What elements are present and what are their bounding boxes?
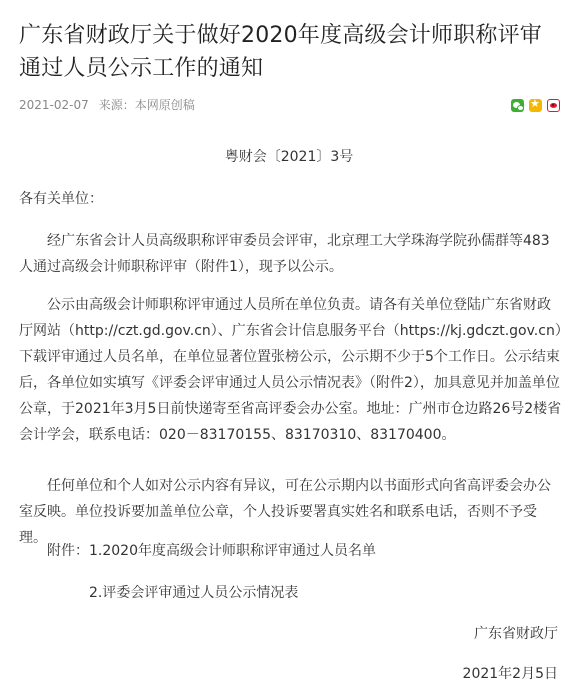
- paragraph-2: 公示由高级会计师职称评审通过人员所在单位负责。请各有关单位登陆广东省财政厅网站（http://czt.gd.gov.cn）、广东省会计信息服务平台（https://kj.gdczt.gov.cn）下载评审通过人员名单，在单位显著位置张榜公示，公示期不少于5个工作日。公示结束后，各单位如实填写《评委会评审通过人员公示情况表》（附件2），加具意见并加盖单位公章，于2021年3月5日前快递寄至省高评委会办公室。地址：广州市仓边路26号2楼省会计学会，联系电话：020－83170155、83170310、83170400。: [19, 297, 562, 443]
- qzone-icon[interactable]: [529, 99, 542, 112]
- wechat-icon[interactable]: [511, 99, 524, 112]
- sign-date: 2021年2月5日: [462, 666, 558, 682]
- share-bar: [511, 99, 560, 112]
- signature: 广东省财政厅: [474, 626, 558, 642]
- weibo-icon[interactable]: [547, 99, 560, 112]
- paragraph-1: 经广东省会计人员高级职称评审委员会评审，北京理工大学珠海学院孙儒群等483人通过高级会计师职称评审（附件1），现予以公示。: [19, 233, 550, 275]
- salutation: 各有关单位：: [19, 191, 103, 207]
- publish-date: 2021-02-07: [19, 98, 89, 112]
- article-source: 来源：本网原创稿: [98, 98, 195, 112]
- document-number: 粤财会〔2021〕3号: [224, 149, 354, 165]
- attachment-1: 附件：1.2020年度高级会计师职称评审通过人员名单: [47, 543, 376, 559]
- article-meta: [19, 97, 195, 113]
- article-title: 广东省财政厅关于做好2020年度高级会计师职称评审通过人员公示工作的通知: [19, 23, 542, 81]
- attachment-2: 2.评委会评审通过人员公示情况表: [89, 585, 299, 601]
- paragraph-3: 任何单位和个人如对公示内容有异议，可在公示期内以书面形式向省高评委会办公室反映。单位投诉要加盖单位公章，个人投诉要署真实姓名和联系电话，否则不予受理。: [19, 478, 551, 546]
